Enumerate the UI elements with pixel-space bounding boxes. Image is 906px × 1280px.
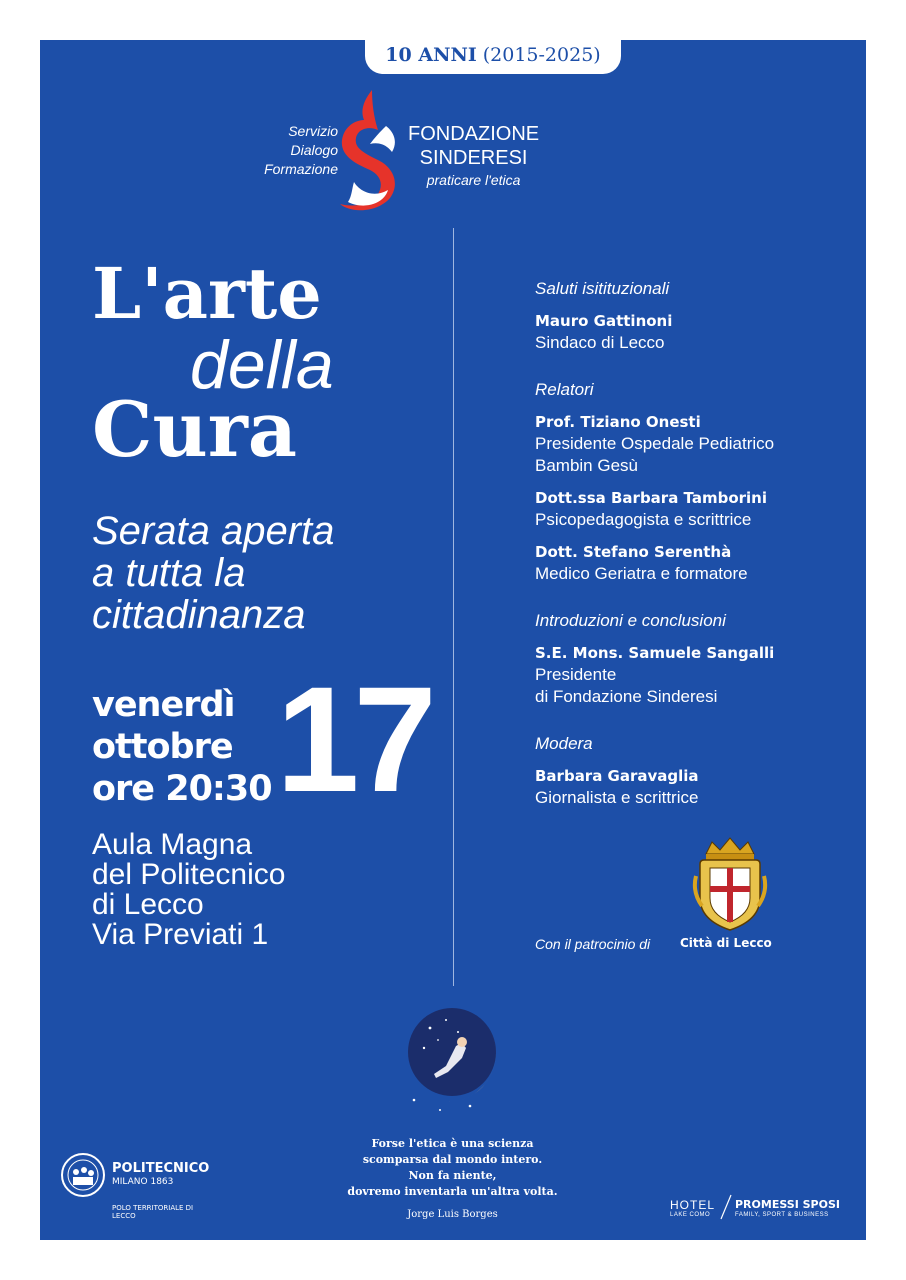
logo-name [408,122,539,190]
speaker-name: S.E. Mons. Samuele Sangalli [535,644,775,662]
subtitle-line3: cittadinanza [92,593,306,637]
logo-service-1: Servizio [288,123,338,139]
polo-line1: POLO TERRITORIALE DI [112,1204,194,1212]
title-line2: della [190,327,334,403]
speaker-role: Medico Geriatra e formatore [535,564,748,583]
subtitle-line1: Serata aperta [92,509,335,553]
anniversary-years: (2015-2025) [482,44,601,66]
quote-line4: dovremo inventarla un'altra volta. [347,1185,558,1198]
section-saluti: Saluti isitituzionali [535,279,670,298]
speaker-name: Dott.ssa Barbara Tamborini [535,489,768,507]
quote-author: Jorge Luis Borges [407,1209,498,1220]
speaker-role: Presidente [535,665,617,684]
speaker [535,411,855,477]
anniversary-bold: 10 ANNI [385,44,477,66]
logo-tagline: praticare l'etica [426,172,521,188]
speaker-role: Giornalista e scrittrice [535,788,699,807]
title-line3: Cura [92,385,298,474]
date-month: ottobre [92,727,233,767]
event-poster [40,40,866,1240]
hotel-word: HOTEL [670,1198,716,1212]
speaker-name: Mauro Gattinoni [535,312,673,330]
anniversary-tab [365,40,621,74]
speaker-role: Sindaco di Lecco [535,333,665,352]
speaker-role: Psicopedagogista e scrittrice [535,510,752,529]
politecnico-sub: MILANO 1863 [112,1177,174,1187]
date-time: ore 20:30 [92,769,272,809]
speaker [535,310,855,354]
subtitle [92,510,334,636]
logo-name-line1: FONDAZIONE [408,123,540,145]
quote-line1: Forse l'etica è una scienza [371,1137,534,1150]
quote-line3: Non fa niente, [408,1169,497,1182]
title-line1: L'arte [92,252,322,335]
speaker [535,487,855,531]
logo-service-3: Formazione [264,161,338,177]
section-modera: Modera [535,734,593,753]
place-line1: Aula Magna [92,828,253,861]
speaker-role: Presidente Ospedale Pediatrico [535,434,775,453]
speaker [535,765,855,809]
quote-line2: scomparsa dal mondo intero. [362,1153,543,1166]
polo-line2: LECCO [112,1212,136,1220]
politecnico-polo [112,1204,202,1220]
speaker-name: Prof. Tiziano Onesti [535,413,701,431]
subtitle-line2: a tutta la [92,551,246,595]
speaker-name: Dott. Stefano Serenthà [535,543,732,561]
logo-name-line2: SINDERESI [419,147,528,169]
politecnico-seal-icon [60,1152,106,1198]
sinderesi-logo-icon [334,86,404,216]
moon-illustration-icon [400,1002,510,1114]
logo-service-2: Dialogo [290,142,338,158]
city-crest-icon [690,836,770,932]
speaker-name: Barbara Garavaglia [535,767,699,785]
hotel-name: PROMESSI SPOSI [735,1198,840,1211]
logo-services [264,122,338,179]
speaker [535,541,855,585]
section-introduzioni: Introduzioni e conclusioni [535,611,726,630]
place-line2: del Politecnico [92,858,286,891]
program [535,278,855,819]
date-day: 17 [276,655,431,823]
patrocinio-label: Con il patrocinio di [535,936,651,952]
section-relatori: Relatori [535,380,594,399]
event-date [92,684,272,810]
event-place [92,830,285,950]
hotel-location: LAKE COMO [670,1212,711,1218]
date-weekday: venerdì [92,685,235,725]
politecnico-name: POLITECNICO [112,1161,210,1176]
speaker [535,642,855,708]
speaker-role: Bambin Gesù [535,456,638,475]
hotel-slash-icon [720,1194,732,1220]
patrocinio-entity: Città di Lecco [680,936,772,950]
column-divider [453,228,454,986]
hotel-tagline: FAMILY, SPORT & BUSINESS [735,1212,829,1218]
speaker-role: di Fondazione Sinderesi [535,687,718,706]
place-line3: di Lecco [92,888,204,921]
quote [330,1136,575,1200]
place-line4: Via Previati 1 [92,918,269,951]
